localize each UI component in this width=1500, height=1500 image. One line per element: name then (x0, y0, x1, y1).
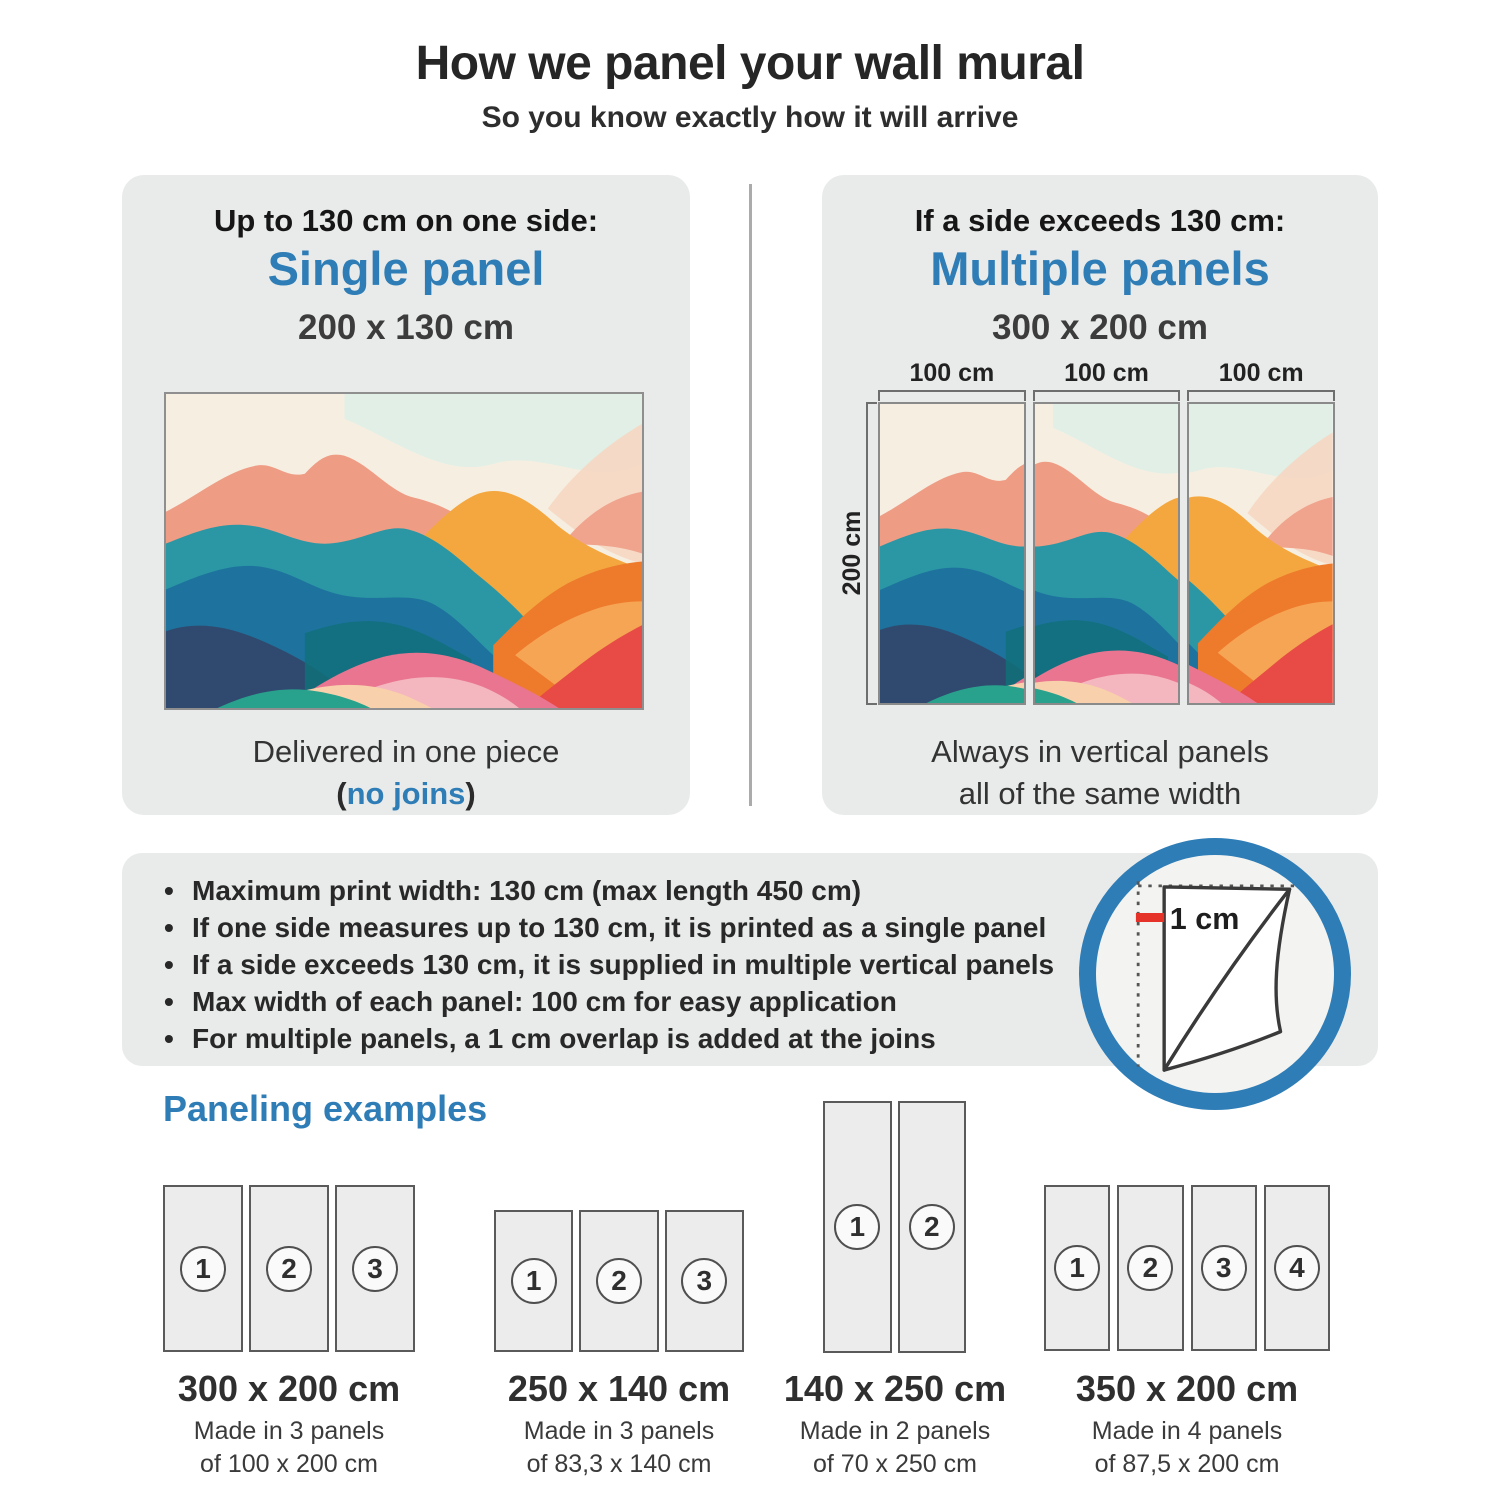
example-panel (823, 1101, 892, 1353)
panel-number-badge: 3 (1201, 1245, 1247, 1291)
example-3-label (725, 1368, 1065, 1481)
panel-number-badge: 3 (352, 1246, 398, 1292)
example-panel (1044, 1185, 1110, 1351)
examples-heading: Paneling examples (163, 1088, 488, 1129)
mural-image-single (164, 392, 644, 710)
spec-bullet-1: • Maximum print width: 130 cm (max length 450 cm) (160, 872, 1054, 909)
panel-width-label-1: 100 cm (909, 359, 995, 387)
width-bracket-2 (1033, 390, 1181, 401)
page-subtitle: So you know exactly how it will arrive (481, 101, 1019, 134)
example-panel (898, 1101, 967, 1353)
panel-height-label: 200 cm (838, 510, 866, 596)
mural-panel-3 (1187, 402, 1335, 705)
multiple-panels-card (822, 175, 1378, 815)
cards-divider (749, 184, 752, 806)
example-desc (119, 1415, 459, 1481)
panel-number-badge: 2 (909, 1204, 955, 1250)
spec-bullet-3: • If a side exceeds 130 cm, it is supplied in multiple vertical panels (160, 946, 1054, 983)
panel-width-label-3: 100 cm (1218, 359, 1304, 387)
example-desc-line1: Made in 3 panels (523, 1417, 715, 1445)
example-panel (1264, 1185, 1330, 1351)
example-size: 250 x 140 cm (507, 1368, 731, 1409)
width-bracket-1 (878, 390, 1026, 401)
overlap-label: 1 cm (1169, 901, 1240, 936)
example-desc-line2: of 100 x 200 cm (200, 1450, 378, 1478)
mural-slice-3 (1189, 404, 1333, 703)
page-curl-icon (1102, 861, 1328, 1087)
panel-number-badge: 2 (1127, 1245, 1173, 1291)
width-bracket-3 (1187, 390, 1335, 401)
panel-number-badge: 1 (511, 1258, 557, 1304)
panel-width-label-2: 100 cm (1064, 359, 1149, 387)
example-panel (579, 1210, 658, 1352)
example-panel (1191, 1185, 1257, 1351)
panel-number-badge: 2 (266, 1246, 312, 1292)
single-panel-card (122, 175, 690, 815)
mural-image-split (878, 402, 1335, 705)
panel-number-badge: 1 (180, 1246, 226, 1292)
multiple-panels-title: Multiple panels (930, 242, 1270, 295)
spec-bullet-4: • Max width of each panel: 100 cm for easy application (160, 983, 1054, 1020)
example-panel (249, 1185, 329, 1352)
spec-bullet-2: • If one side measures up to 130 cm, it is printed as a single panel (160, 909, 1054, 946)
no-joins-highlight: no joins (346, 776, 466, 811)
single-caption-line1: Delivered in one piece (252, 734, 560, 769)
height-measure-bracket (866, 402, 877, 705)
example-2-panels (494, 1210, 744, 1352)
caption-paren-close: ) (465, 776, 476, 811)
mural-panel-1 (878, 402, 1026, 705)
example-panel (494, 1210, 573, 1352)
example-4-label (1017, 1368, 1357, 1481)
panel-number-badge: 1 (1054, 1245, 1100, 1291)
example-desc-line1: Made in 4 panels (1091, 1417, 1283, 1445)
multiple-panels-caption (822, 731, 1378, 815)
example-size: 300 x 200 cm (177, 1368, 401, 1409)
multiple-panels-condition: If a side exceeds 130 cm: (914, 203, 1286, 238)
multiple-panels-size: 300 x 200 cm (991, 308, 1208, 347)
mural-slice-1 (880, 404, 1024, 703)
single-panel-title: Single panel (267, 242, 545, 295)
example-desc-line1: Made in 2 panels (799, 1417, 991, 1445)
example-desc (725, 1415, 1065, 1481)
example-4-panels (1044, 1185, 1330, 1351)
example-desc-line2: of 70 x 250 cm (813, 1450, 977, 1478)
width-measure-brackets (878, 390, 1335, 401)
mural-slice-2 (1035, 404, 1179, 703)
multiple-caption-line1: Always in vertical panels (931, 734, 1269, 769)
example-size: 350 x 200 cm (1075, 1368, 1299, 1409)
single-panel-condition: Up to 130 cm on one side: (213, 203, 599, 238)
example-panel (1117, 1185, 1183, 1351)
mural-panel-2 (1033, 402, 1181, 705)
example-size: 140 x 250 cm (783, 1368, 1007, 1409)
example-desc-line1: Made in 3 panels (193, 1417, 385, 1445)
example-1-label (119, 1368, 459, 1481)
page-title: How we panel your wall mural (415, 37, 1085, 90)
example-panel (163, 1185, 243, 1352)
panel-number-badge: 1 (834, 1204, 880, 1250)
example-panel (665, 1210, 744, 1352)
overlap-badge (1079, 838, 1351, 1110)
single-panel-caption (122, 731, 690, 815)
example-desc (1017, 1415, 1357, 1481)
example-desc-line2: of 83,3 x 140 cm (526, 1450, 712, 1478)
mural-artwork (166, 394, 642, 708)
spec-bullet-5: • For multiple panels, a 1 cm overlap is added at the joins (160, 1020, 1054, 1057)
example-1-panels (163, 1185, 415, 1352)
example-3-panels (823, 1101, 966, 1353)
example-panel (335, 1185, 415, 1352)
single-panel-size: 200 x 130 cm (297, 308, 514, 347)
panel-width-labels (878, 359, 1335, 388)
example-desc-line2: of 87,5 x 200 cm (1094, 1450, 1280, 1478)
panel-number-badge: 3 (681, 1258, 727, 1304)
panel-number-badge: 4 (1274, 1245, 1320, 1291)
specs-list (160, 872, 1054, 1057)
multiple-caption-line2: all of the same width (958, 776, 1242, 811)
panel-number-badge: 2 (596, 1258, 642, 1304)
caption-paren-open: ( (336, 776, 347, 811)
